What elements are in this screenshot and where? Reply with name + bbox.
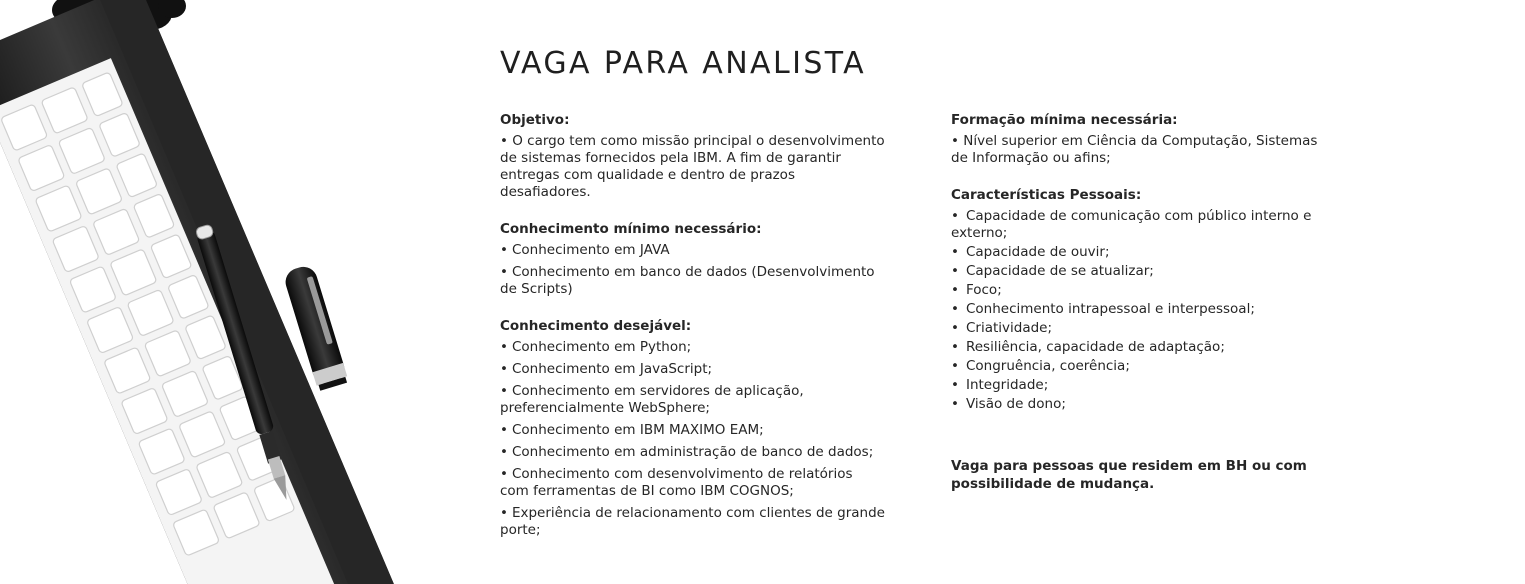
list-item: • Capacidade de ouvir; bbox=[951, 244, 1110, 260]
conhecimento-minimo-heading: Conhecimento mínimo necessário: bbox=[500, 221, 762, 237]
list-item: • Criatividade; bbox=[951, 320, 1053, 336]
list-item: • Capacidade de se atualizar; bbox=[951, 263, 1154, 279]
conhecimento-desejavel-section bbox=[500, 318, 885, 539]
left-column bbox=[500, 112, 885, 559]
list-item: • Foco; bbox=[951, 282, 1002, 298]
list-item: • Capacidade de comunicação com público interno e externo; bbox=[951, 208, 1312, 241]
right-column bbox=[951, 112, 1336, 493]
conhecimento-desejavel-heading: Conhecimento desejável: bbox=[500, 318, 692, 334]
list-item: • Resiliência, capacidade de adaptação; bbox=[951, 339, 1225, 355]
formacao-heading: Formação mínima necessária: bbox=[951, 112, 1178, 128]
page-title: VAGA PARA ANALISTA bbox=[500, 46, 867, 81]
caracteristicas-section bbox=[951, 187, 1336, 413]
desk-photo bbox=[0, 0, 470, 584]
list-item: • Conhecimento em servidores de aplicação, preferencialmente WebSphere; bbox=[500, 383, 804, 416]
caracteristicas-list bbox=[951, 208, 1336, 413]
list-item: • Conhecimento em administração de banco de dados; bbox=[500, 444, 874, 460]
list-item: • Conhecimento em Python; bbox=[500, 339, 692, 355]
list-item: • Conhecimento com desenvolvimento de relatórios com ferramentas de BI como IBM COGNOS; bbox=[500, 466, 853, 499]
list-item: • Conhecimento em IBM MAXIMO EAM; bbox=[500, 422, 764, 438]
objetivo-heading: Objetivo: bbox=[500, 112, 570, 128]
objetivo-section bbox=[500, 112, 885, 201]
keyboard-pen-illustration bbox=[0, 0, 470, 584]
conhecimento-minimo-section bbox=[500, 221, 885, 298]
formacao-text: • Nível superior em Ciência da Computação, Sistemas de Informação ou afins; bbox=[951, 133, 1318, 166]
list-item: • Conhecimento em banco de dados (Desenvolvimento de Scripts) bbox=[500, 264, 875, 297]
caracteristicas-heading: Características Pessoais: bbox=[951, 187, 1142, 203]
list-item: • Visão de dono; bbox=[951, 396, 1066, 412]
conhecimento-desejavel-list bbox=[500, 339, 885, 539]
location-note: Vaga para pessoas que residem em BH ou com possibilidade de mudança. bbox=[951, 458, 1307, 492]
list-item: • Integridade; bbox=[951, 377, 1049, 393]
list-item: • Congruência, coerência; bbox=[951, 358, 1130, 374]
formacao-section bbox=[951, 112, 1336, 167]
list-item: • Conhecimento intrapessoal e interpessoal; bbox=[951, 301, 1255, 317]
list-item: • Conhecimento em JAVA bbox=[500, 242, 670, 258]
list-item: • Experiência de relacionamento com clientes de grande porte; bbox=[500, 505, 885, 538]
conhecimento-minimo-list bbox=[500, 242, 885, 298]
list-item: • Conhecimento em JavaScript; bbox=[500, 361, 713, 377]
objetivo-text: • O cargo tem como missão principal o desenvolvimento de sistemas fornecidos pela IBM. A fim de garantir entregas com qualidade e dentro de prazos desafiadores. bbox=[500, 133, 885, 200]
